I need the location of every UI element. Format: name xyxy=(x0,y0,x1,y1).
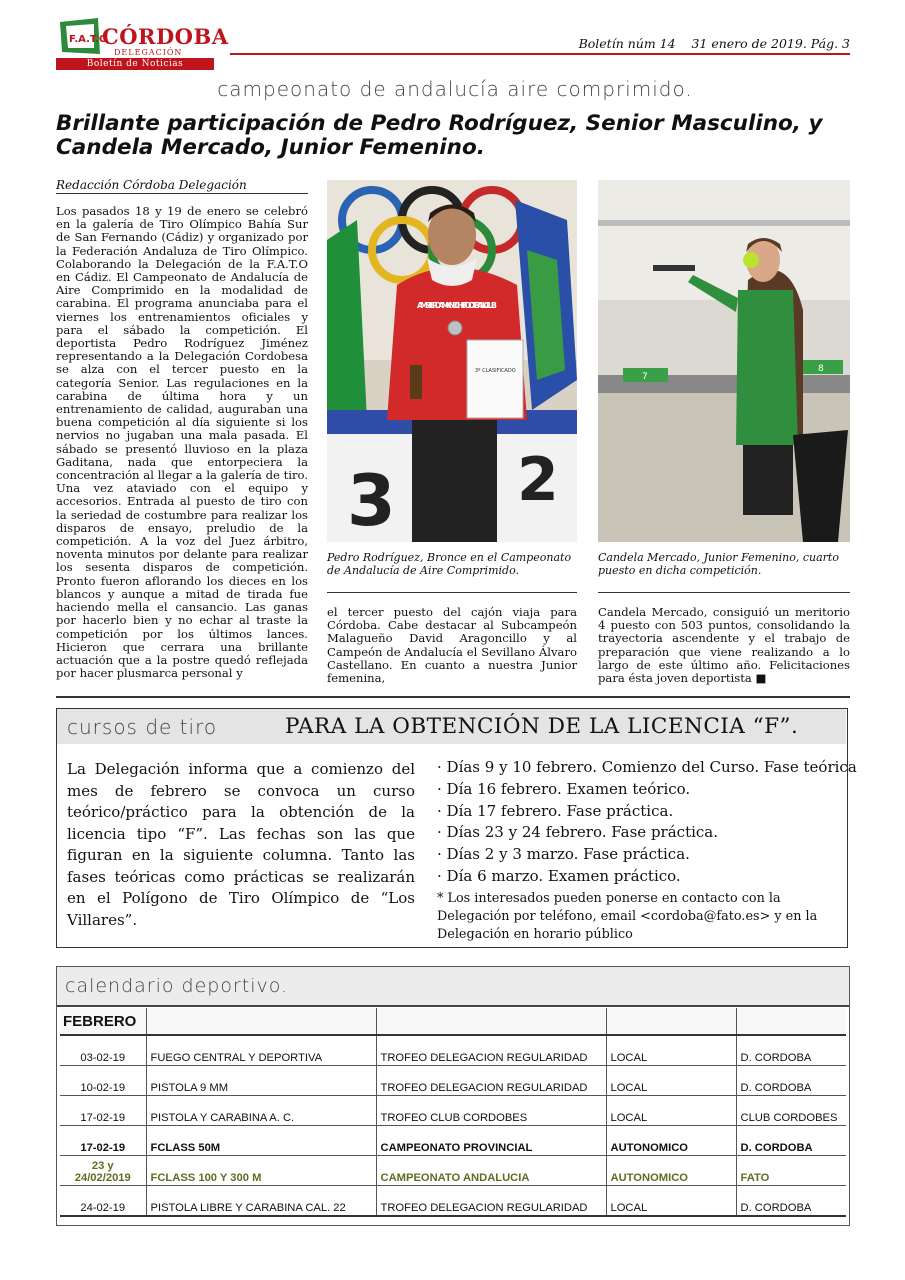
courses-description: La Delegación informa que a comienzo del mes de febrero se convoca un curso teórico/práctico para la obtención de la licencia tipo “F”. Las fechas son las que figuran en la siguiente columna. Tanto las fases teóricas como prácticas se realizarán en el Polígono de Tiro Olímpico de “Los Villares”. xyxy=(67,760,415,929)
photo-pedro-rodriguez xyxy=(327,180,577,542)
event-name: PISTOLA 9 MM xyxy=(146,1066,376,1096)
event-name: PISTOLA Y CARABINA A. C. xyxy=(146,1096,376,1126)
lane-tag-left: 7 xyxy=(642,372,648,382)
lane-tag-right: 8 xyxy=(818,364,824,374)
event-organizer: D. CORDOBA xyxy=(736,1126,846,1156)
calendar-row xyxy=(60,1126,846,1156)
photo-caption-1: Pedro Rodríguez, Bronce en el Campeonato de Andalucía de Aire Comprimido. xyxy=(327,551,572,577)
course-date-item: · Días 23 y 24 febrero. Fase práctica. xyxy=(437,823,719,842)
article-headline: Brillante participación de Pedro Rodríguez, Senior Masculino, y Candela Mercado, Junior Femenino. xyxy=(56,111,823,160)
event-name: FUEGO CENTRAL Y DEPORTIVA xyxy=(146,1035,376,1066)
calendar-table xyxy=(60,1008,846,1217)
event-scope: LOCAL xyxy=(606,1186,736,1217)
logo-emblem-text: F.A.T.O xyxy=(69,34,108,45)
event-name: FCLASS 100 Y 300 M xyxy=(146,1156,376,1186)
calendar-month: FEBRERO xyxy=(60,1008,146,1035)
sweatshirt-print: AMSTERDAM KNECHE FOOTBALL CLUB xyxy=(417,301,497,310)
course-date-item: · Días 9 y 10 febrero. Comienzo del Curso. Fase teórica xyxy=(437,758,857,776)
calendar-row xyxy=(60,1156,846,1186)
photo-candela-mercado xyxy=(598,180,850,542)
delegation-logo xyxy=(56,16,229,72)
calendar-header xyxy=(57,967,849,1007)
article-end-rule xyxy=(56,696,850,698)
course-date-item: · Día 16 febrero. Examen teórico. xyxy=(437,779,691,798)
header-rule xyxy=(230,53,850,55)
sports-calendar xyxy=(56,966,850,1226)
event-date: 24-02-19 xyxy=(60,1186,146,1217)
courses-contact-note: * Los interesados pueden ponerse en contacto con la Delegación por teléfono, email <cordoba@fato.es> y en la Delegación en horario público xyxy=(437,890,818,942)
event-date: 17-02-19 xyxy=(60,1096,146,1126)
diploma-text: 3º CLASIFICADO xyxy=(475,368,516,374)
event-scope: LOCAL xyxy=(606,1066,736,1096)
event-scope: LOCAL xyxy=(606,1035,736,1066)
logo-banner: Boletín de Noticias xyxy=(56,58,214,70)
courses-header xyxy=(57,709,846,744)
calendar-month-row xyxy=(60,1008,846,1035)
event-organizer: D. CORDOBA xyxy=(736,1186,846,1217)
photo-caption-2: Candela Mercado, Junior Femenino, cuarto puesto en dicha competición. xyxy=(598,551,839,577)
event-organizer: D. CORDOBA xyxy=(736,1035,846,1066)
podium-number-left: 3 xyxy=(347,460,396,542)
event-date: 03-02-19 xyxy=(60,1035,146,1066)
calendar-row xyxy=(60,1186,846,1217)
event-type: CAMPEONATO PROVINCIAL xyxy=(376,1126,606,1156)
article-byline: Redacción Córdoba Delegación xyxy=(56,178,308,194)
event-date: 10-02-19 xyxy=(60,1066,146,1096)
event-type: TROFEO DELEGACION REGULARIDAD xyxy=(376,1066,606,1096)
event-scope: AUTONOMICO xyxy=(606,1126,736,1156)
fato-emblem-icon xyxy=(58,16,108,56)
course-date-item: · Día 17 febrero. Fase práctica. xyxy=(437,801,674,820)
courses-box xyxy=(56,708,857,948)
calendar-row xyxy=(60,1035,846,1066)
caption-rule-1 xyxy=(327,592,577,593)
event-scope: AUTONOMICO xyxy=(606,1156,736,1186)
event-organizer: CLUB CORDOBES xyxy=(736,1096,846,1126)
courses-dates xyxy=(437,757,857,944)
podium-number-right: 2 xyxy=(517,445,559,515)
event-type: TROFEO CLUB CORDOBES xyxy=(376,1096,606,1126)
course-date-item: · Días 2 y 3 marzo. Fase práctica. xyxy=(437,845,690,864)
caption-rule-2 xyxy=(598,592,850,593)
courses-kicker: cursos de tiro xyxy=(67,715,218,739)
event-name: FCLASS 50M xyxy=(146,1126,376,1156)
logo-subtitle: DELEGACIÓN xyxy=(114,48,183,57)
event-type: TROFEO DELEGACION REGULARIDAD xyxy=(376,1035,606,1066)
courses-title: PARA LA OBTENCIÓN DE LA LICENCIA “F”. xyxy=(285,714,799,739)
article-column-3: Candela Mercado, consiguió un meritorio 4 puesto con 503 puntos, consolidando la trayectoria ascendente y el trabajo de preparación que viene realizando a lo largo de este último año. Felicitaciones para ésta joven deportista ■ xyxy=(598,605,850,686)
event-scope: LOCAL xyxy=(606,1096,736,1126)
section-title: campeonato de andalucía aire comprimido. xyxy=(217,77,693,101)
issue-info: Boletín núm 14 31 enero de 2019. Pág. 3 xyxy=(578,36,850,51)
course-date-item: · Día 6 marzo. Examen práctico. xyxy=(437,866,681,885)
calendar-row xyxy=(60,1096,846,1126)
event-organizer: D. CORDOBA xyxy=(736,1066,846,1096)
event-type: TROFEO DELEGACION REGULARIDAD xyxy=(376,1186,606,1217)
event-date: 23 y 24/02/2019 xyxy=(60,1156,146,1186)
event-date: 17-02-19 xyxy=(60,1126,146,1156)
calendar-row xyxy=(60,1066,846,1096)
article-column-2: el tercer puesto del cajón viaja para Córdoba. Cabe destacar al Subcampeón Malagueño David Aragoncillo y al Campeón de Andalucía el Sevillano Álvaro Castellano. En cuanto a nuestra Junior femenina, xyxy=(327,605,577,686)
event-organizer: FATO xyxy=(736,1156,846,1186)
event-type: CAMPEONATO ANDALUCIA xyxy=(376,1156,606,1186)
logo-brand: CÓRDOBA xyxy=(102,24,229,49)
article-column-1: Los pasados 18 y 19 de enero se celebró en la galería de Tiro Olímpico Bahía Sur de San Fernando (Cádiz) y organizado por la Federación Andaluza de Tiro Olímpico. Colaborando la Delegación de la F.A.T.O en Cádiz. El Campeonato de Andalucía de Aire Comprimido en la modalidad de carabina. El programa anunciaba para el viernes los entrenamientos oficiales y para el sábado la competición. El deportista Pedro Rodríguez Jiménez representando a la Delegación Cordobesa se alza con el tercer puesto en la categoría Senior. Las regulaciones en la carabina de última hora y un entrenamiento de calidad, auguraban una buena competición al día siguiente si los nervios no jugaban una mala pasada. El sábado se presentó lluvioso en la plaza Gaditana, nada que entorpeciera la concentración al llegar a la galería de tiro. Una vez ataviado con el equipo y accesorios. Entrada al puesto de tiro con la seriedad de costumbre para realizar los disparos de ensayo, preludio de la competición. A la voz del Juez árbitro, noventa minutos por delante para realizar los sesenta disparos de competición. Pronto fueron aflorando los dieces en los blancos y aunque a mitad de tirada fue haciendo mella el cansancio. Las ganas por hacerlo bien y no echar al traste la competición por los últimos lances. Hicieron que cerrara una brillante actuación que a la postre quedó reflejada por hacer plusmarca personal y xyxy=(56,204,308,681)
event-name: PISTOLA LIBRE Y CARABINA CAL. 22 xyxy=(146,1186,376,1217)
calendar-title: calendario deportivo. xyxy=(65,975,289,997)
